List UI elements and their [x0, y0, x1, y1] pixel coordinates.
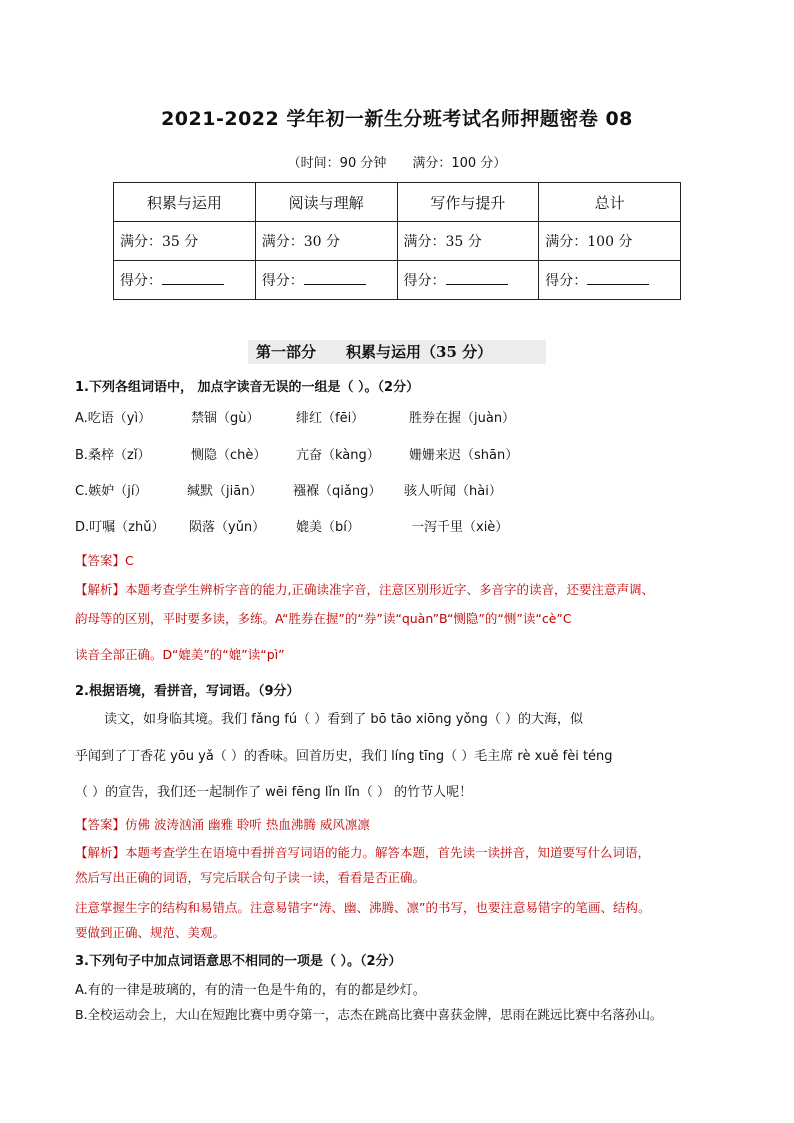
score-table-header-row — [114, 183, 681, 222]
q1-option-a-word1: A.吃语（yì） — [75, 411, 152, 426]
score-blank[interactable] — [304, 270, 366, 285]
score-header-cell: 总计 — [539, 183, 681, 222]
score-header-cell: 写作与提升 — [397, 183, 539, 222]
q1-option-b-word1: B.桑梓（zǐ） — [75, 448, 151, 463]
q1-option-b-word4: 姗姗来迟（shān） — [409, 448, 519, 463]
question-1-stem: 1.下列各组词语中， 加点字读音无误的一组是（ ）。（2分） — [75, 380, 420, 395]
q1-option-a-word2: 禁锢（gù） — [191, 411, 260, 426]
got-score-label: 得分： — [120, 273, 162, 289]
q1-option-d-word3: 媲美（bí） — [296, 520, 360, 535]
q1-option-a-word3: 绯红（fēi） — [296, 411, 365, 426]
question-3-stem: 3.下列句子中加点词语意思不相同的一项是（ ）。（2分） — [75, 954, 402, 969]
q1-option-c-word2: 缄默（jiān） — [187, 484, 263, 499]
page-title: 2021-2022 学年初一新生分班考试名师押题密卷 08 — [161, 108, 633, 130]
got-score-cell[interactable] — [397, 261, 539, 300]
got-score-cell[interactable] — [114, 261, 256, 300]
q2-analysis-line: 【解析】本题考查学生在语境中看拼音写词语的能力。解答本题，首先读一读拼音，知道要写什么词语， — [75, 845, 651, 860]
q1-option-b-word3: 亢奋（kàng） — [296, 448, 380, 463]
q3-option-a: A.有的一律是玻璃的，有的清一色是牛角的，有的都是纱灯。 — [75, 983, 426, 998]
full-score-cell: 满分：35 分 — [114, 222, 256, 261]
q2-analysis-line: 注意掌握生字的结构和易错点。注意易错字“涛、幽、沸腾、凛”的书写，也要注意易错字的笔画、结构。 — [75, 900, 651, 915]
score-table — [113, 182, 681, 300]
q1-option-b-word2: 恻隐（chè） — [191, 448, 267, 463]
q3-option-b: B.全校运动会上，大山在短跑比赛中勇夺第一，志杰在跳高比赛中喜获金牌，思雨在跳远比赛中名落孙山。 — [75, 1007, 663, 1022]
q2-answer: 【答案】仿佛 波涛汹涌 幽雅 聆听 热血沸腾 威风凛凛 — [75, 817, 370, 832]
q2-analysis-line: 然后写出正确的词语，写完后联合句子读一读，看看是否正确。 — [75, 870, 426, 885]
q2-passage-line: （ ）的宣告，我们还一起制作了 wēi fēng lǐn lǐn（ ） 的竹节人呢！ — [75, 785, 473, 800]
q1-analysis-line: 读音全部正确。D“媲美”的“媲”读“pì” — [75, 647, 285, 662]
exam-meta — [0, 152, 794, 171]
q1-option-a-word4: 胜券在握（juàn） — [409, 411, 516, 426]
full-score-cell: 满分：35 分 — [397, 222, 539, 261]
exam-time: （时间：90 分钟 — [287, 156, 387, 171]
q2-passage-line: 读文，如身临其境。我们 fǎng fú（ ）看到了 bō tāo xiōng yǒng（ ）的大海，似 — [104, 712, 584, 727]
score-blank[interactable] — [162, 270, 224, 285]
got-score-label: 得分： — [403, 273, 446, 289]
question-2-stem: 2.根据语境，看拼音，写词语。（9分） — [75, 684, 300, 699]
full-score-cell: 满分：30 分 — [255, 222, 397, 261]
q1-option-c-word3: 襁褓（qiǎng） — [293, 484, 382, 499]
q1-option-c-word1: C.嫉妒（jí） — [75, 484, 148, 499]
full-score-cell: 满分：100 分 — [539, 222, 681, 261]
q1-answer: 【答案】C — [75, 553, 134, 568]
score-table-got-row — [114, 261, 681, 300]
section-heading — [248, 340, 546, 364]
got-score-label: 得分： — [261, 273, 304, 289]
q1-option-d-word1: D.叮嘱（zhǔ） — [75, 520, 165, 535]
section-part: 第一部分 — [256, 343, 317, 361]
score-header-cell: 阅读与理解 — [255, 183, 397, 222]
score-table-full-row — [114, 222, 681, 261]
q1-option-c-word4: 骇人听闻（hài） — [404, 484, 502, 499]
got-score-label: 得分： — [545, 273, 588, 289]
score-header-cell: 积累与运用 — [114, 183, 256, 222]
got-score-cell[interactable] — [539, 261, 681, 300]
q1-option-d-word4: 一泻千里（xiè） — [411, 520, 509, 535]
q2-analysis-line: 要做到正确、规范、美观。 — [75, 925, 226, 940]
score-blank[interactable] — [446, 270, 508, 285]
section-name: 积累与运用（35 分） — [346, 343, 493, 361]
exam-full-score: 满分：100 分） — [412, 156, 507, 171]
q1-analysis-line: 【解析】本题考查学生辨析字音的能力,正确读准字音，注意区别形近字、多音字的读音，还要注意声调、 — [75, 582, 654, 597]
score-blank[interactable] — [587, 270, 649, 285]
q1-analysis-line: 韵母等的区别，平时要多读，多练。A“胜券在握”的“券”读“quàn”B“恻隐”的“恻”读“cè”C — [75, 611, 572, 626]
got-score-cell[interactable] — [255, 261, 397, 300]
q1-option-d-word2: 陨落（yǔn） — [189, 520, 266, 535]
q2-passage-line: 乎闻到了丁香花 yōu yǎ（ ）的香味。回首历史，我们 líng tīng（ ）毛主席 rè xuě fèi téng — [75, 749, 613, 764]
